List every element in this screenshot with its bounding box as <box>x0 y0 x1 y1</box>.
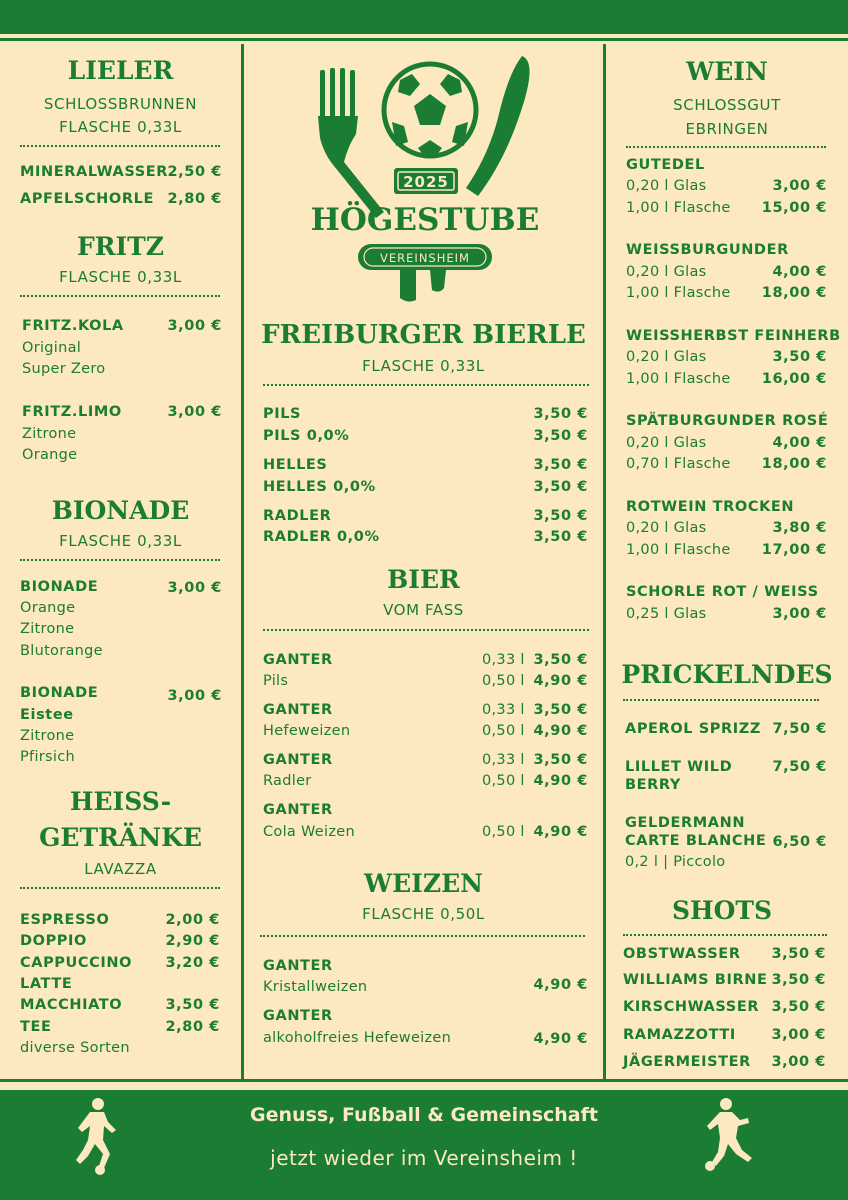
item-price: 4,90 € <box>533 673 588 689</box>
item-desc: Pils <box>263 673 289 689</box>
heiss-sub: LAVAZZA <box>84 860 157 878</box>
tag-badge <box>358 244 492 270</box>
bionade-sub: FLASCHE 0,33L <box>59 532 182 550</box>
item-price: 3,50 € <box>772 349 827 365</box>
divider <box>20 295 220 297</box>
item-size: 0,50 l <box>482 673 525 689</box>
item-name: FRITZ.KOLA <box>22 318 124 334</box>
item-size: 0,33 l <box>482 702 525 718</box>
item-name: GANTER <box>263 802 333 818</box>
footer-tagline: jetzt wieder im Vereinsheim ! <box>270 1146 578 1170</box>
item-name: GELDERMANN <box>625 815 746 831</box>
item-price: 3,50 € <box>533 508 588 524</box>
item-name: GANTER <box>263 652 333 668</box>
item-name: HELLES <box>263 457 328 473</box>
fritz-sub: FLASCHE 0,33L <box>59 268 182 286</box>
item-size: 0,20 l Glas <box>626 349 707 365</box>
item-size: 1,00 l Flasche <box>626 200 731 216</box>
item-price: 4,00 € <box>772 435 827 451</box>
item-desc: Hefeweizen <box>263 723 351 739</box>
item-price: 2,80 € <box>167 191 222 207</box>
heiss-title-1: HEISS- <box>69 787 172 816</box>
item-price: 3,50 € <box>533 652 588 668</box>
item-name: FRITZ.LIMO <box>22 404 122 420</box>
item-size: 0,20 l Glas <box>626 264 707 280</box>
item-name: RAMAZZOTTI <box>623 1027 736 1043</box>
bier-title: BIER <box>387 565 460 594</box>
item-name: BERRY <box>625 777 681 793</box>
item-price: 3,00 € <box>167 318 222 334</box>
item-price: 3,50 € <box>533 479 588 495</box>
lieler-sub1: SCHLOSSBRUNNEN <box>43 95 198 113</box>
divider <box>623 699 819 701</box>
item-name: PILS 0,0% <box>263 428 350 444</box>
item-desc: Radler <box>263 773 312 789</box>
item-variant: Zitrone <box>22 426 77 442</box>
lieler-title: LIELER <box>67 56 174 85</box>
lieler-sub2: FLASCHE 0,33L <box>59 118 182 136</box>
item-price: 3,50 € <box>165 997 220 1013</box>
item-price: 3,00 € <box>167 580 222 596</box>
item-price: 18,00 € <box>761 456 827 472</box>
divider <box>20 887 220 889</box>
item-desc: Cola Weizen <box>263 824 355 840</box>
soccer-ball-icon <box>384 64 476 156</box>
item-variant: Blutorange <box>20 643 103 659</box>
heiss-title-2: GETRÄNKE <box>39 823 202 852</box>
item-name: MINERALWASSER <box>20 164 169 180</box>
item-price: 3,80 € <box>772 520 827 536</box>
item-variant: Pfirsich <box>20 749 75 765</box>
item-note: 0,2 l | Piccolo <box>625 854 726 870</box>
item-price: 3,50 € <box>533 406 588 422</box>
item-size: 0,70 l Flasche <box>626 456 731 472</box>
item-size: 0,33 l <box>482 752 525 768</box>
item-desc: alkoholfreies Hefeweizen <box>263 1030 452 1046</box>
item-size: 0,50 l <box>482 773 525 789</box>
item-name: SCHORLE ROT / WEISS <box>626 584 819 600</box>
top-bar <box>0 0 848 34</box>
item-name: WILLIAMS BIRNE <box>623 972 768 988</box>
item-price: 18,00 € <box>761 285 827 301</box>
item-size: 0,50 l <box>482 824 525 840</box>
item-name: ESPRESSO <box>20 912 110 928</box>
item-price: 4,90 € <box>533 773 588 789</box>
item-name: APEROL SPRIZZ <box>625 721 761 737</box>
item-price: 3,00 € <box>167 688 222 704</box>
item-price: 17,00 € <box>761 542 827 558</box>
divider <box>623 934 827 936</box>
weizen-title: WEIZEN <box>364 869 483 898</box>
item-price: 3,50 € <box>771 972 826 988</box>
item-price: 16,00 € <box>761 371 827 387</box>
item-size: 1,00 l Flasche <box>626 285 731 301</box>
item-name: BIONADE <box>20 579 99 595</box>
item-price: 3,50 € <box>771 946 826 962</box>
item-name: DOPPIO <box>20 933 87 949</box>
item-name: ROTWEIN TROCKEN <box>626 499 795 515</box>
item-name: RADLER 0,0% <box>263 529 380 545</box>
item-size: 1,00 l Flasche <box>626 371 731 387</box>
item-name: MACCHIATO <box>20 997 123 1013</box>
item-desc: Kristallweizen <box>263 979 368 995</box>
item-name: PILS <box>263 406 302 422</box>
item-price: 4,90 € <box>533 824 588 840</box>
item-price: 3,50 € <box>771 999 826 1015</box>
divider <box>626 146 826 148</box>
wein-sub1: SCHLOSSGUT <box>673 96 781 114</box>
item-variant: diverse Sorten <box>20 1040 130 1056</box>
item-price: 3,00 € <box>167 404 222 420</box>
item-price: 2,50 € <box>167 164 222 180</box>
item-size: 0,20 l Glas <box>626 520 707 536</box>
divider <box>20 145 220 147</box>
item-size: 0,33 l <box>482 652 525 668</box>
prickelndes-title: PRICKELNDES <box>621 660 833 689</box>
logo <box>300 52 550 304</box>
weizen-sub: FLASCHE 0,50L <box>362 905 485 923</box>
item-name: BIONADE <box>20 685 99 701</box>
item-price: 3,00 € <box>771 1054 826 1070</box>
item-price: 3,50 € <box>533 752 588 768</box>
item-size: 0,20 l Glas <box>626 435 707 451</box>
item-name: GANTER <box>263 752 333 768</box>
item-variant: Original <box>22 340 82 356</box>
item-name: TEE <box>20 1019 52 1035</box>
freiburger-title: FREIBURGER BIERLE <box>261 320 586 350</box>
wein-sub2: EBRINGEN <box>685 120 769 138</box>
item-variant: Eistee <box>20 707 74 723</box>
fritz-title: FRITZ <box>76 232 165 261</box>
bottom-divider <box>0 1079 848 1082</box>
item-size: 0,50 l <box>482 723 525 739</box>
item-price: 2,90 € <box>165 933 220 949</box>
item-size: 0,25 l Glas <box>626 606 707 622</box>
item-name: APFELSCHORLE <box>20 191 154 207</box>
item-price: 3,50 € <box>533 457 588 473</box>
item-price: 3,20 € <box>165 955 220 971</box>
freiburger-sub: FLASCHE 0,33L <box>362 357 485 375</box>
item-price: 4,90 € <box>533 977 588 993</box>
item-price: 3,50 € <box>533 428 588 444</box>
bionade-title: BIONADE <box>51 496 190 525</box>
item-name: RADLER <box>263 508 332 524</box>
shots-title: SHOTS <box>671 896 773 925</box>
item-name: WEISSBURGUNDER <box>626 242 789 258</box>
divider <box>20 559 220 561</box>
item-name: JÄGERMEISTER <box>623 1054 751 1070</box>
divider <box>263 384 589 386</box>
item-price: 2,00 € <box>165 912 220 928</box>
item-name: GANTER <box>263 958 333 974</box>
item-name: CARTE BLANCHE <box>625 833 767 849</box>
fork-icon <box>318 68 384 218</box>
item-price: 7,50 € <box>772 759 827 775</box>
item-price: 3,50 € <box>533 702 588 718</box>
logo-tag: VEREINSHEIM <box>380 251 470 265</box>
item-price: 4,00 € <box>772 264 827 280</box>
item-name: CAPPUCCINO <box>20 955 133 971</box>
item-variant: Super Zero <box>22 361 106 377</box>
item-price: 3,00 € <box>771 1027 826 1043</box>
item-variant: Zitrone <box>20 728 75 744</box>
item-price: 3,00 € <box>772 606 827 622</box>
item-name: HELLES 0,0% <box>263 479 376 495</box>
logo-year: 2025 <box>403 173 449 191</box>
footer <box>0 1090 848 1200</box>
item-name: GANTER <box>263 1008 333 1024</box>
divider <box>260 935 585 937</box>
item-price: 6,50 € <box>772 834 827 850</box>
item-size: 1,00 l Flasche <box>626 542 731 558</box>
logo-name: HÖGESTUBE <box>310 202 540 238</box>
item-name: GANTER <box>263 702 333 718</box>
item-size: 0,20 l Glas <box>626 178 707 194</box>
divider <box>263 629 589 631</box>
item-name: WEISSHERBST FEINHERB <box>626 328 841 344</box>
item-name: KIRSCHWASSER <box>623 999 760 1015</box>
item-price: 7,50 € <box>772 721 827 737</box>
wein-title: WEIN <box>686 57 768 86</box>
item-variant: Orange <box>20 600 76 616</box>
bier-sub: VOM FASS <box>383 601 464 619</box>
item-price: 4,90 € <box>533 1031 588 1047</box>
item-name: SPÄTBURGUNDER ROSÉ <box>626 413 829 429</box>
item-price: 4,90 € <box>533 723 588 739</box>
item-name: LILLET WILD <box>625 759 733 775</box>
footer-slogan: Genuss, Fußball & Gemeinschaft <box>250 1104 598 1126</box>
item-variant: Orange <box>22 447 78 463</box>
item-price: 3,00 € <box>772 178 827 194</box>
top-divider <box>0 38 848 41</box>
item-price: 2,80 € <box>165 1019 220 1035</box>
item-name: GUTEDEL <box>626 157 705 173</box>
item-price: 15,00 € <box>761 200 827 216</box>
item-name: LATTE <box>20 976 73 992</box>
year-badge <box>394 168 458 194</box>
item-name: OBSTWASSER <box>623 946 741 962</box>
item-variant: Zitrone <box>20 621 75 637</box>
item-price: 3,50 € <box>533 529 588 545</box>
